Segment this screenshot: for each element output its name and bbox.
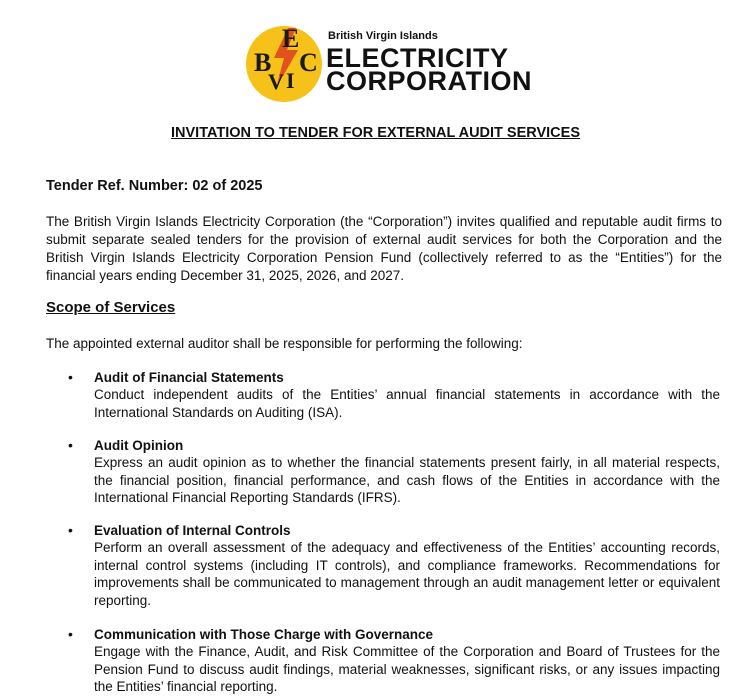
service-body: Express an audit opinion as to whether the financial statements present fairly, in all material respects, the financial position, financial performance, and cash flows of the Entities in accordance with the International Financial Reporting Standards (IFRS). [94, 455, 720, 505]
service-title: Evaluation of Internal Controls [94, 523, 291, 538]
document-title: INVITATION TO TENDER FOR EXTERNAL AUDIT SERVICES [171, 125, 580, 141]
logo-letter-b: B [254, 48, 272, 77]
service-body: Engage with the Finance, Audit, and Risk Committee of the Corporation and Board of Trustees for the Pension Fund to discuss audit findings, material weaknesses, significant risks, or any issues impacting the Entities’ financial reporting. [94, 644, 720, 694]
logo-letter-e: E [282, 24, 300, 53]
service-body: Perform an overall assessment of the adequacy and effectiveness of the Entities’ accounting records, internal control systems (including IT controls), and compliance frameworks. Recommendations for improvements shall be communicated to management through an audit management letter or equivalent reporting. [94, 540, 720, 608]
logo-name-line1: ELECTRICITY [326, 43, 509, 73]
service-item-governance-communication [68, 626, 720, 696]
bullet-icon: • [68, 437, 73, 453]
logo-tagline: British Virgin Islands [328, 30, 438, 42]
service-item-internal-controls [68, 522, 720, 609]
service-item-audit-opinion [68, 437, 720, 507]
scope-heading: Scope of Services [46, 299, 176, 316]
scope-intro: The appointed external auditor shall be responsible for performing the following: [46, 336, 523, 351]
logo-name-line2: CORPORATION [326, 66, 532, 96]
bvi-electricity-logo [246, 20, 532, 98]
service-title: Communication with Those Charge with Governance [94, 627, 434, 642]
logo-letter-i: I [286, 68, 295, 93]
intro-paragraph: The British Virgin Islands Electricity Corporation (the “Corporation”) invites qualified and reputable audit firms to submit separate sealed tenders for the provision of external audit services for both the Corporation and the British Virgin Islands Electricity Corporation Pension Fund (collectively referred to as the “Entities”) for the financial years ending December 31, 2025, 2026, and 2027. [46, 214, 722, 283]
bullet-icon: • [68, 522, 73, 538]
service-body: Conduct independent audits of the Entities’ annual financial statements in accordance with the International Standards on Auditing (ISA). [94, 387, 720, 420]
bullet-icon: • [68, 626, 73, 642]
logo-letter-c: C [299, 48, 318, 77]
logo-letter-v: V [268, 69, 284, 94]
tender-reference: Tender Ref. Number: 02 of 2025 [46, 178, 263, 194]
bullet-icon: • [68, 369, 73, 385]
service-item-audit-financial-statements [68, 369, 720, 421]
service-title: Audit Opinion [94, 438, 184, 453]
service-title: Audit of Financial Statements [94, 370, 284, 385]
